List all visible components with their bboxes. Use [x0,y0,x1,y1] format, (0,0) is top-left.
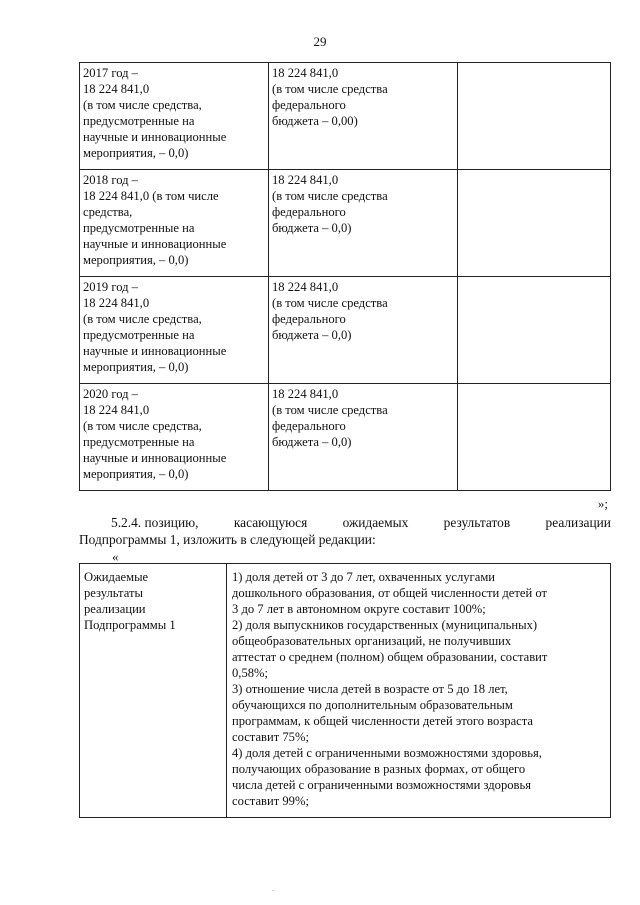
table-cell-col3 [458,63,611,170]
paragraph-line-1 [79,514,611,531]
cell-line: бюджета – 0,0) [272,221,352,235]
cell-line: предусмотренные на [83,328,195,342]
result-line: составит 75%; [232,730,309,744]
cell-line: 18 224 841,0 [272,173,339,187]
scan-mark: . [272,884,274,893]
cell-line: предусмотренные на [83,114,195,128]
result-line: 4) доля детей с ограниченными возможностями здоровья, [232,746,542,760]
paragraph-line-2: Подпрограммы 1, изложить в следующей редакции: [79,532,376,547]
result-line: общеобразовательных организаций, не получивших [232,634,512,648]
page-number: 29 [313,34,327,49]
table-cell-col3 [458,170,611,277]
cell-line: научные и инновационные [83,451,227,465]
table-cell-col3 [458,384,611,491]
cell-line: бюджета – 0,0) [272,328,352,342]
label-line: результаты [84,586,143,600]
label-line: реализации [84,602,146,616]
cell-line: (в том числе средства [272,82,388,96]
cell-line: мероприятия, – 0,0) [83,253,189,267]
paragraph-word: реализации [545,515,611,530]
cell-line: федерального [272,419,346,433]
cell-line: научные и инновационные [83,130,227,144]
expected-results-table [79,563,611,818]
cell-line: средства, [83,205,133,219]
cell-line: (в том числе средства [272,296,388,310]
cell-line: (в том числе средства, [83,312,202,326]
paragraph-word: касающуюся [233,515,308,530]
cell-line: 18 224 841,0 [83,82,150,96]
amendment-paragraph [79,514,611,548]
cell-line: федерального [272,98,346,112]
cell-line: мероприятия, – 0,0) [83,467,189,481]
result-line: дошкольного образования, от общей численности детей от [232,586,547,600]
cell-line: 18 224 841,0 [83,403,150,417]
table-cell-col2 [269,384,458,491]
cell-line: мероприятия, – 0,0) [83,146,189,160]
cell-line: предусмотренные на [83,435,195,449]
result-line: программам, к общей численности детей этого возраста [232,714,534,728]
table-cell-col1 [80,63,269,170]
table-cell-col2 [269,63,458,170]
cell-line: 2020 год – [83,387,138,401]
cell-line: (в том числе средства, [83,419,202,433]
table-row [80,277,611,384]
paragraph-word: результатов [443,515,511,530]
funding-table [79,62,611,491]
cell-line: (в том числе средства, [83,98,202,112]
cell-line: научные и инновационные [83,344,227,358]
table-row [80,170,611,277]
result-line: аттестат о среднем (полном) общем образовании, составит [232,650,548,664]
cell-line: бюджета – 0,00) [272,114,358,128]
cell-line: федерального [272,312,346,326]
cell-line: 18 224 841,0 (в том числе [83,189,219,203]
cell-line: (в том числе средства [272,403,388,417]
table-cell-col2 [269,170,458,277]
table-row [80,63,611,170]
cell-line: бюджета – 0,0) [272,435,352,449]
results-label-cell [80,564,227,818]
label-line: Подпрограммы 1 [84,618,176,632]
label-line: Ожидаемые [84,570,149,584]
result-line: 1) доля детей от 3 до 7 лет, охваченных услугами [232,570,496,584]
result-line: 3) отношение числа детей в возрасте от 5 до 18 лет, [232,682,508,696]
result-line: 2) доля выпускников государственных (муниципальных) [232,618,538,632]
result-line: 3 до 7 лет в автономном округе составит 100%; [232,602,486,616]
table-cell-col1 [80,170,269,277]
cell-line: (в том числе средства [272,189,388,203]
cell-line: 18 224 841,0 [272,387,339,401]
cell-line: 2019 год – [83,280,138,294]
result-line: 0,58%; [232,666,269,680]
paragraph-word: ожидаемых [342,515,409,530]
table-row [80,564,611,818]
result-line: числа детей с ограниченными возможностями здоровья [232,778,532,792]
cell-line: мероприятия, – 0,0) [83,360,189,374]
cell-line: федерального [272,205,346,219]
cell-line: 2018 год – [83,173,138,187]
results-content-cell [227,564,611,818]
closing-quote: »; [597,496,608,511]
table-cell-col1 [80,384,269,491]
result-line: составит 99%; [232,794,309,808]
table-cell-col1 [80,277,269,384]
paragraph-word: 5.2.4. позицию, [111,515,199,530]
cell-line: 18 224 841,0 [272,66,339,80]
cell-line: 18 224 841,0 [272,280,339,294]
cell-line: 18 224 841,0 [83,296,150,310]
cell-line: предусмотренные на [83,221,195,235]
table-cell-col3 [458,277,611,384]
result-line: получающих образование в разных формах, от общего [232,762,526,776]
table-cell-col2 [269,277,458,384]
table-row [80,384,611,491]
result-line: обучающихся по дополнительным образовательным [232,698,513,712]
opening-quote: « [112,549,119,564]
cell-line: научные и инновационные [83,237,227,251]
cell-line: 2017 год – [83,66,138,80]
